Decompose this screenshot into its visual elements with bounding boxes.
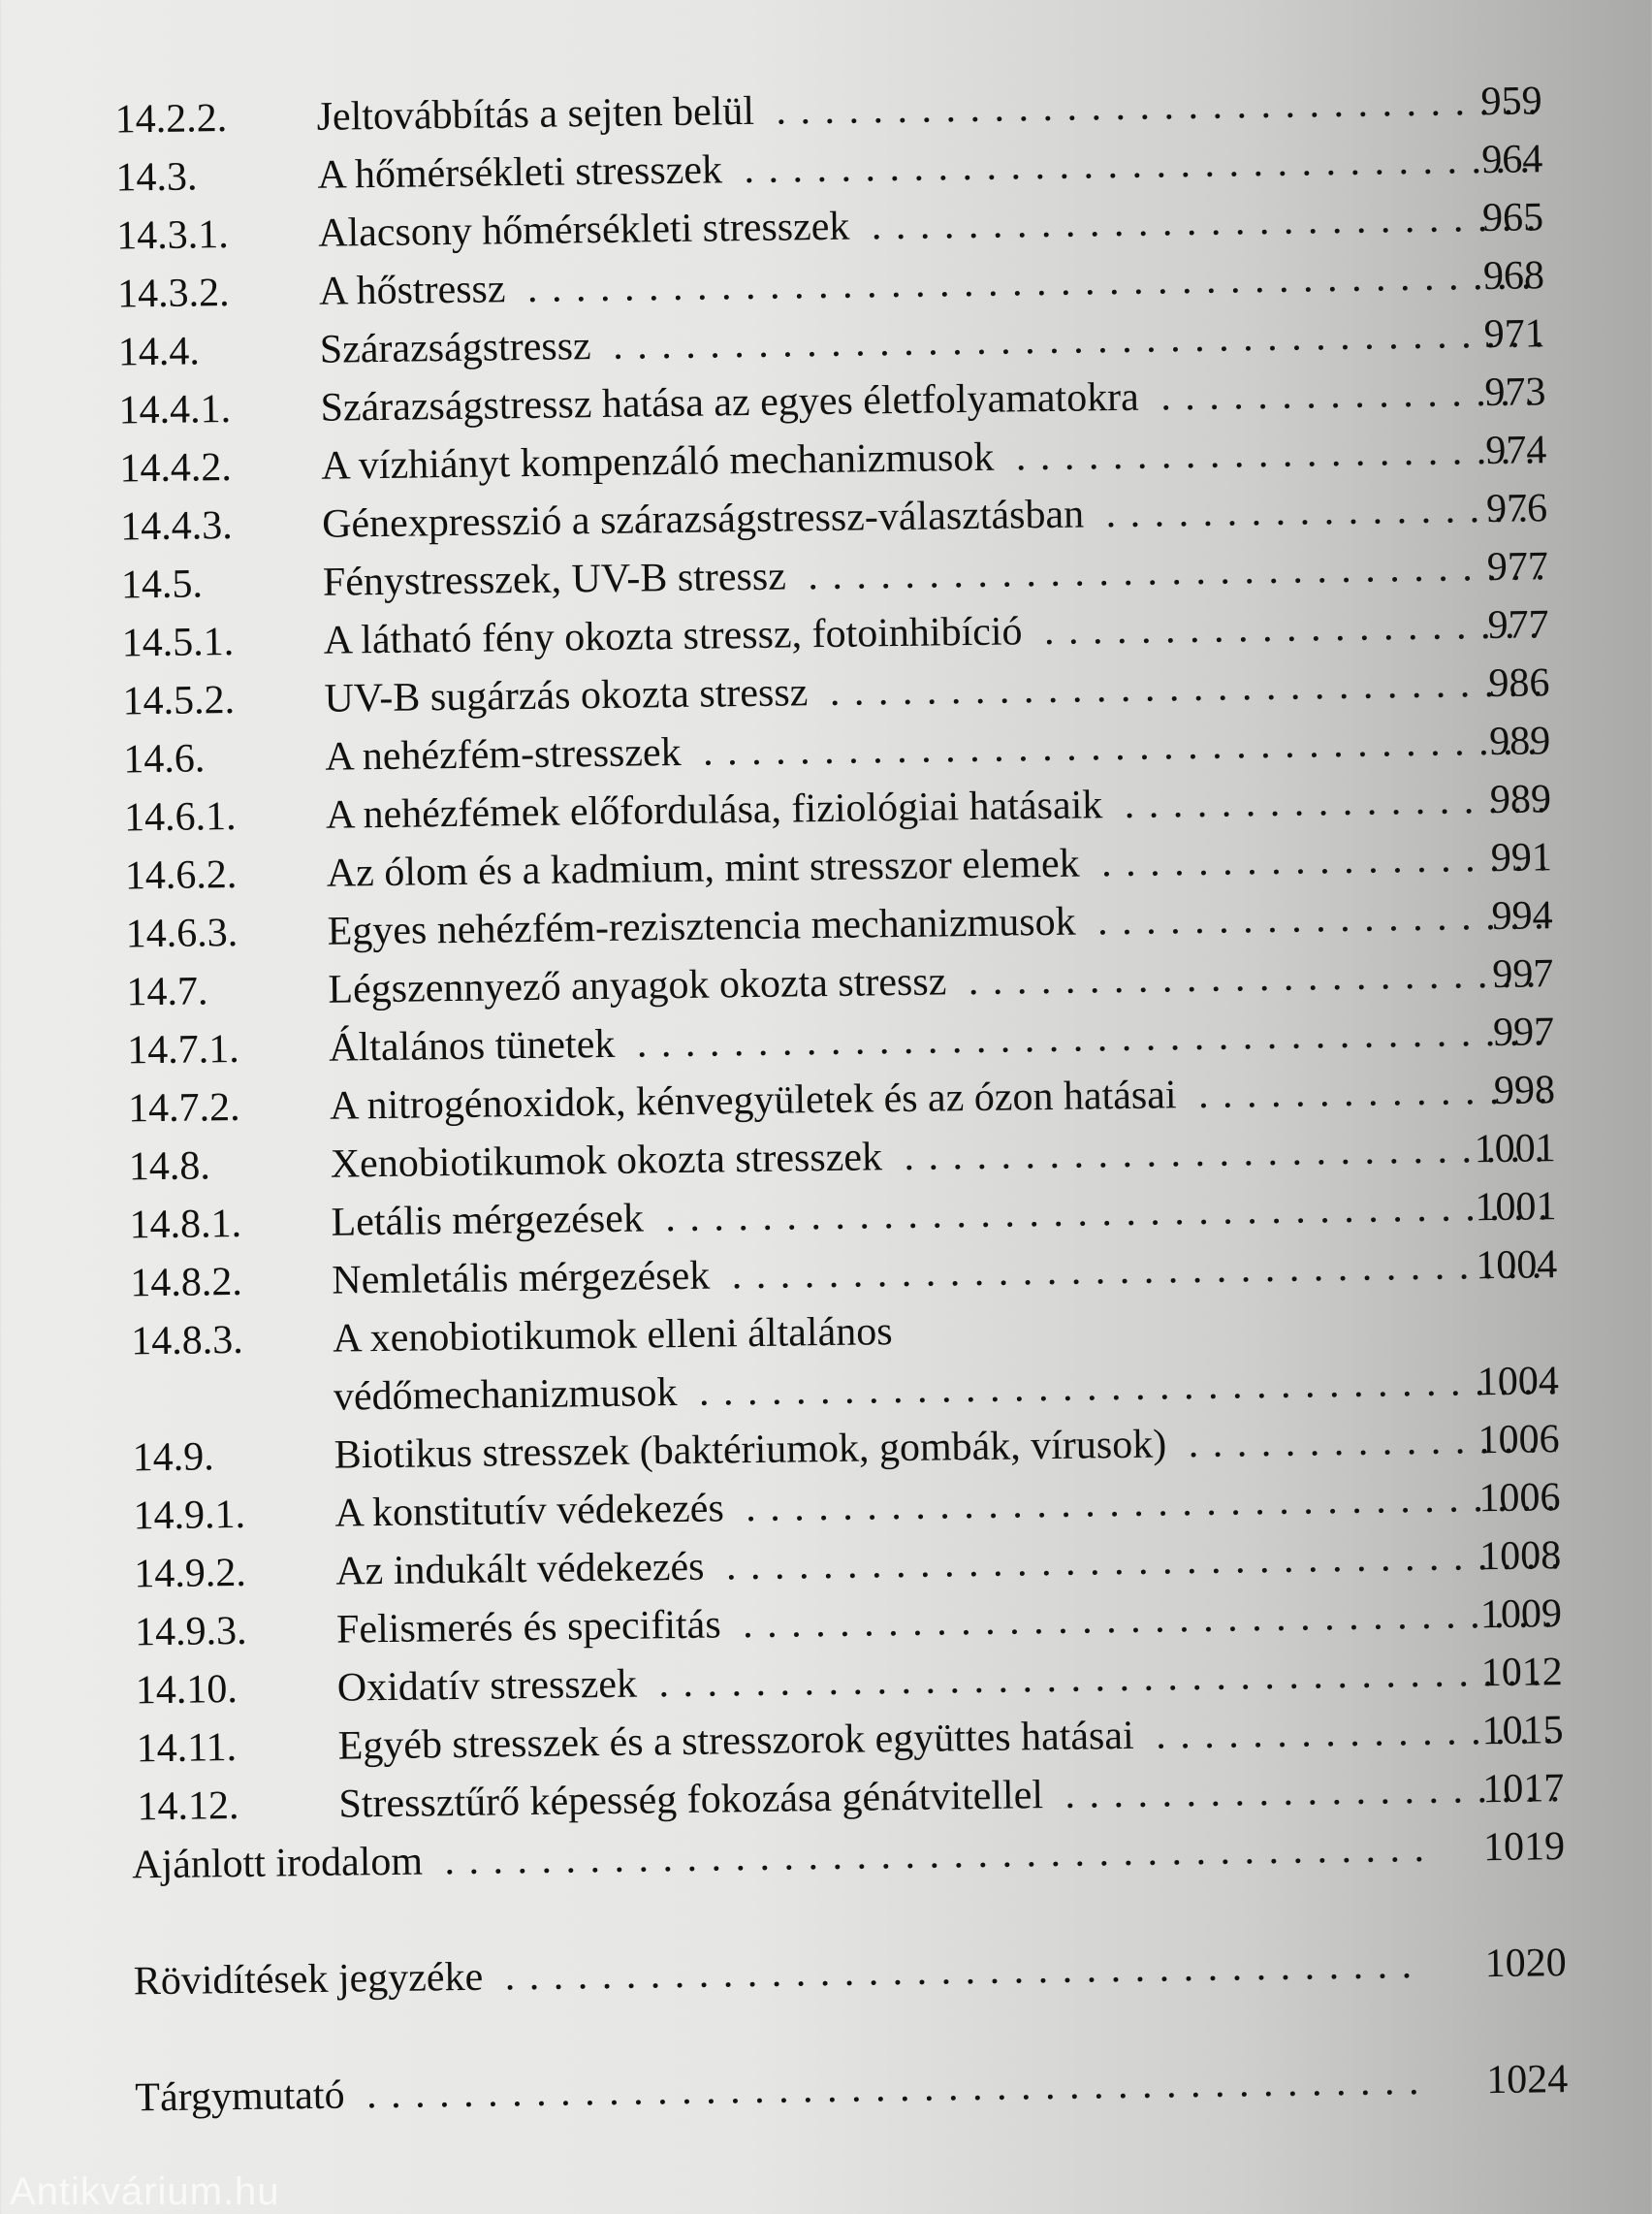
page-number: 989 <box>1489 777 1552 823</box>
section-number: 14.6.1. <box>123 793 237 841</box>
page-number: 1001 <box>1474 1126 1556 1172</box>
section-number: 14.11. <box>136 1725 238 1772</box>
page-number: 959 <box>1480 79 1542 125</box>
page-number: 968 <box>1482 253 1545 300</box>
section-number: 14.7.2. <box>127 1084 240 1132</box>
page-number: 1024 <box>1485 2057 1569 2103</box>
page-number: 986 <box>1488 660 1550 707</box>
back-matter-title: Ajánlott irodalom <box>131 1839 424 1888</box>
section-number: 14.8. <box>128 1143 211 1190</box>
section-title: Légszennyező anyagok okozta stressz <box>328 959 947 1012</box>
section-number: 14.9.1. <box>133 1492 246 1539</box>
page-number: 977 <box>1486 544 1549 591</box>
section-title: A nehézfém-stresszek <box>325 729 682 780</box>
page-number: 997 <box>1492 1010 1555 1055</box>
section-number: 14.4.2. <box>119 444 233 492</box>
section-number: 14.5.2. <box>122 677 236 724</box>
section-title: A vízhiányt kompenzáló mechanizmusok <box>321 434 995 489</box>
section-number: 14.5.1. <box>121 619 235 666</box>
section-number: 14.6.2. <box>124 851 238 899</box>
section-number: 14.2.2. <box>114 96 228 143</box>
section-number: 14.6.3. <box>125 910 238 957</box>
section-title: UV-B sugárzás okozta stressz <box>324 670 809 722</box>
section-number: 14.12. <box>137 1782 239 1830</box>
section-title: Szárazságstressz hatása az egyes életfolyamatokra <box>320 374 1140 431</box>
page-number: 997 <box>1492 951 1554 997</box>
page-number: 1006 <box>1477 1417 1560 1463</box>
section-number: 14.9. <box>132 1434 215 1481</box>
section-number: 14.8.3. <box>130 1317 243 1364</box>
page-number: 1009 <box>1479 1591 1563 1638</box>
page-number: 973 <box>1484 369 1546 416</box>
page-number: 965 <box>1481 195 1544 241</box>
section-number: 14.9.2. <box>134 1550 247 1597</box>
section-number: 14.6. <box>123 736 206 783</box>
section-title: Felismerés és specifitás <box>335 1602 721 1652</box>
section-title: Jeltovábbítás a sejten belül <box>316 88 755 140</box>
section-title: Letális mérgezések <box>331 1196 645 1245</box>
section-number: 14.9.3. <box>134 1608 247 1655</box>
page-number: 976 <box>1485 486 1548 532</box>
watermark-text: Antikvárium.hu <box>10 2170 280 2213</box>
section-number: 14.3. <box>115 154 198 201</box>
section-number: 14.8.2. <box>130 1259 243 1306</box>
section-number: 14.4.3. <box>119 502 233 550</box>
section-title: Oxidatív stresszek <box>336 1661 638 1711</box>
section-number: 14.3.1. <box>115 211 230 259</box>
back-matter-entry <box>11 1933 1652 2012</box>
back-matter-title: Rövidítések jegyzéke <box>133 1954 484 2005</box>
section-number: 14.7. <box>126 969 208 1015</box>
page-number: 991 <box>1490 835 1553 882</box>
section-title: védőmechanizmusok <box>333 1370 678 1420</box>
section-title: Stressztűrő képesség fokozása génátvitellel <box>338 1773 1044 1827</box>
page-number: 974 <box>1484 428 1547 474</box>
section-number: 14.8.1. <box>129 1201 242 1248</box>
section-title: A hőmérsékleti stresszek <box>317 147 723 198</box>
page-number: 1004 <box>1477 1359 1560 1405</box>
section-number: 14.3.2. <box>116 270 230 317</box>
section-title: Egyes nehézfém-rezisztencia mechanizmusok <box>327 899 1076 954</box>
section-title: Génexpresszió a szárazságstressz-választásban <box>321 492 1085 547</box>
section-title: Az ólom és a kadmium, mint stresszor elemek <box>326 841 1080 896</box>
back-matter-title: Tárgymutató <box>135 2072 345 2121</box>
back-matter-entry <box>13 2049 1652 2129</box>
page-number: 989 <box>1488 719 1551 765</box>
page-number: 1008 <box>1478 1533 1562 1580</box>
page-number: 977 <box>1487 602 1549 649</box>
section-number: 14.5. <box>120 562 204 608</box>
page-number: 1017 <box>1482 1766 1565 1813</box>
page-number: 994 <box>1491 893 1553 939</box>
section-title: Biotikus stresszek (baktériumok, gombák, vírusok) <box>334 1422 1167 1478</box>
section-title: Xenobiotikumok okozta stresszek <box>330 1135 883 1187</box>
page-number: 1020 <box>1484 1941 1567 1987</box>
section-title: Az indukált védekezés <box>334 1544 705 1594</box>
section-title: Nemletális mérgezések <box>332 1253 711 1303</box>
section-title: A hőstressz <box>318 267 506 314</box>
section-title: A xenobiotikumok elleni általános <box>332 1309 893 1362</box>
section-title: Szárazságstressz <box>319 324 591 372</box>
page-number: 1001 <box>1475 1184 1557 1231</box>
section-number: 14.10. <box>135 1667 238 1714</box>
section-title: A látható fény okozta stressz, fotoinhibíció <box>323 609 1023 663</box>
page-number: 1019 <box>1482 1824 1566 1871</box>
section-title: Egyéb stresszek és a stresszorok együttes hatásai <box>337 1713 1134 1769</box>
section-title: A nitrogénoxidok, kénvegyületek és az ózon hatásai <box>329 1073 1177 1129</box>
page-number: 1012 <box>1480 1650 1564 1696</box>
section-title: A konstitutív védekezés <box>334 1486 725 1536</box>
page-number: 964 <box>1481 137 1543 183</box>
page-number: 1004 <box>1475 1242 1558 1289</box>
section-title: Alacsony hőmérsékleti stresszek <box>317 204 850 256</box>
page-number: 1006 <box>1478 1475 1561 1522</box>
page-number: 971 <box>1483 311 1546 358</box>
page-number: 998 <box>1493 1068 1556 1113</box>
section-title: A nehézfémek előfordulása, fiziológiai hatásaik <box>325 783 1103 838</box>
section-title: Fénystresszek, UV-B stressz <box>322 554 787 605</box>
page-number: 1015 <box>1481 1708 1564 1754</box>
section-number: 14.4.1. <box>118 386 232 433</box>
section-number: 14.7.1. <box>126 1026 240 1074</box>
section-title: Általános tünetek <box>328 1021 616 1071</box>
section-number: 14.4. <box>117 329 201 375</box>
